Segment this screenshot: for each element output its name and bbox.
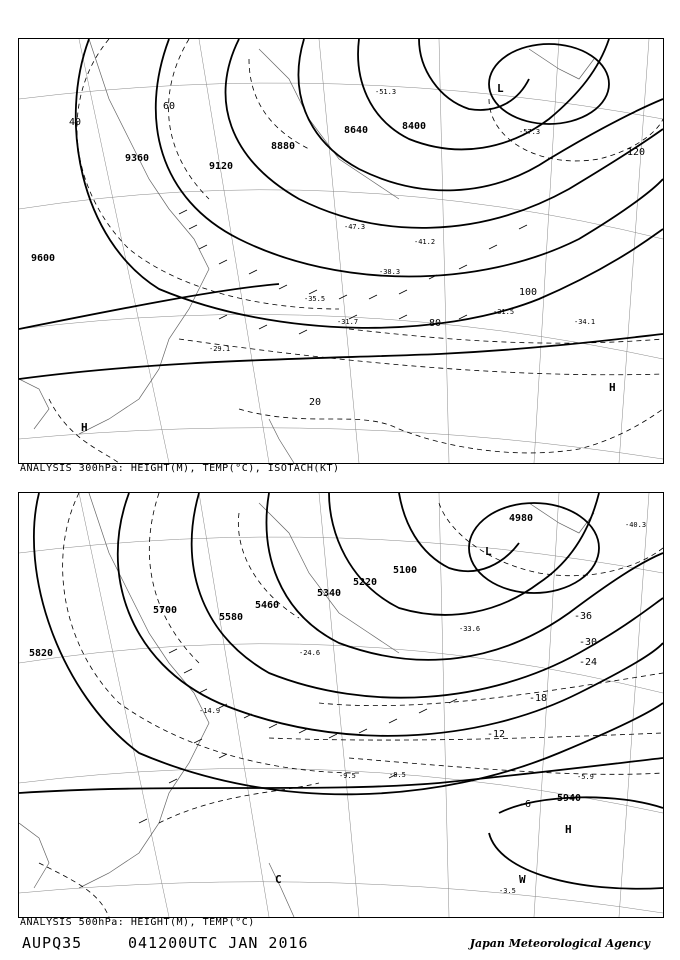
isotach-label: 100 bbox=[519, 287, 538, 298]
height-label: 4980 bbox=[509, 513, 534, 524]
height-label: 5820 bbox=[29, 648, 54, 659]
valid-time: 041200UTC JAN 2016 bbox=[128, 934, 309, 952]
height-label: 8880 bbox=[271, 141, 296, 152]
isotherm-label: -30 bbox=[579, 637, 598, 648]
map-500hpa bbox=[19, 493, 663, 917]
cold-center: C bbox=[275, 873, 282, 886]
height-label: 9600 bbox=[31, 253, 56, 264]
temp-label: -34.1 bbox=[574, 318, 596, 326]
chart-code: AUPQ35 bbox=[22, 934, 83, 952]
height-contours bbox=[19, 39, 663, 379]
height-label: 8400 bbox=[402, 121, 427, 132]
temp-label: -31.5 bbox=[493, 308, 515, 316]
temp-label: -33.6 bbox=[459, 625, 481, 633]
temp-label: -40.3 bbox=[625, 521, 647, 529]
agency-name: Japan Meteorological Agency bbox=[469, 937, 650, 950]
height-label: 5340 bbox=[317, 588, 342, 599]
low-contour bbox=[489, 44, 609, 124]
temp-label: -47.3 bbox=[344, 223, 366, 231]
height-label: 5100 bbox=[393, 565, 418, 576]
low-center: L bbox=[497, 82, 504, 95]
height-label: 5940 bbox=[557, 793, 582, 804]
temp-label: -3.5 bbox=[499, 887, 516, 895]
map-300hpa bbox=[19, 39, 663, 463]
high-center: H bbox=[565, 823, 572, 836]
temp-label: -57.3 bbox=[519, 128, 541, 136]
isotachs bbox=[49, 39, 663, 463]
isotach-label: 80 bbox=[429, 318, 442, 329]
temp-label: -41.2 bbox=[414, 238, 436, 246]
coastline bbox=[19, 493, 594, 917]
isotach-label: 40 bbox=[69, 117, 82, 128]
height-label: 5580 bbox=[219, 612, 244, 623]
temp-label: -35.5 bbox=[304, 295, 326, 303]
isotach-label: 20 bbox=[309, 397, 322, 408]
isotherm-label: -24 bbox=[579, 657, 598, 668]
height-label: 9120 bbox=[209, 161, 234, 172]
temp-label: -31.7 bbox=[337, 318, 359, 326]
chart-500hpa bbox=[18, 492, 664, 918]
isotherm-label: -12 bbox=[487, 729, 506, 740]
temp-label: -51.3 bbox=[375, 88, 397, 96]
low-center: L bbox=[485, 545, 492, 558]
caption-300hpa: ANALYSIS 300hPa: HEIGHT(M), TEMP(°C), ISOTACH(KT) bbox=[20, 463, 340, 474]
warm-center: W bbox=[519, 873, 526, 886]
height-label-group bbox=[29, 513, 581, 804]
temp-label: -29.1 bbox=[209, 345, 231, 353]
height-label: 9360 bbox=[125, 153, 150, 164]
caption-500hpa: ANALYSIS 500hPa: HEIGHT(M), TEMP(°C) bbox=[20, 917, 255, 928]
temp-label: -14.9 bbox=[199, 707, 221, 715]
high-center: H bbox=[609, 381, 616, 394]
temp-label: -24.6 bbox=[299, 649, 321, 657]
isotach-label: 120 bbox=[627, 147, 646, 158]
height-label: 8640 bbox=[344, 125, 369, 136]
temp-label: -8.5 bbox=[389, 771, 406, 779]
temp-label-group bbox=[199, 521, 646, 895]
temp-label: -38.3 bbox=[379, 268, 401, 276]
isotach-label-group bbox=[69, 101, 645, 408]
chart-300hpa bbox=[18, 38, 664, 464]
height-label: 5700 bbox=[153, 605, 178, 616]
height-label: 5460 bbox=[255, 600, 280, 611]
isotherm-label: -18 bbox=[529, 693, 548, 704]
isotherm-label: -6 bbox=[519, 799, 532, 810]
isotach-label: 60 bbox=[163, 101, 176, 112]
temp-label: -9.5 bbox=[339, 772, 356, 780]
high-center: H bbox=[81, 421, 88, 434]
isotherm-label: -36 bbox=[574, 611, 593, 622]
temp-label: -5.9 bbox=[577, 773, 594, 781]
height-label: 5220 bbox=[353, 577, 378, 588]
